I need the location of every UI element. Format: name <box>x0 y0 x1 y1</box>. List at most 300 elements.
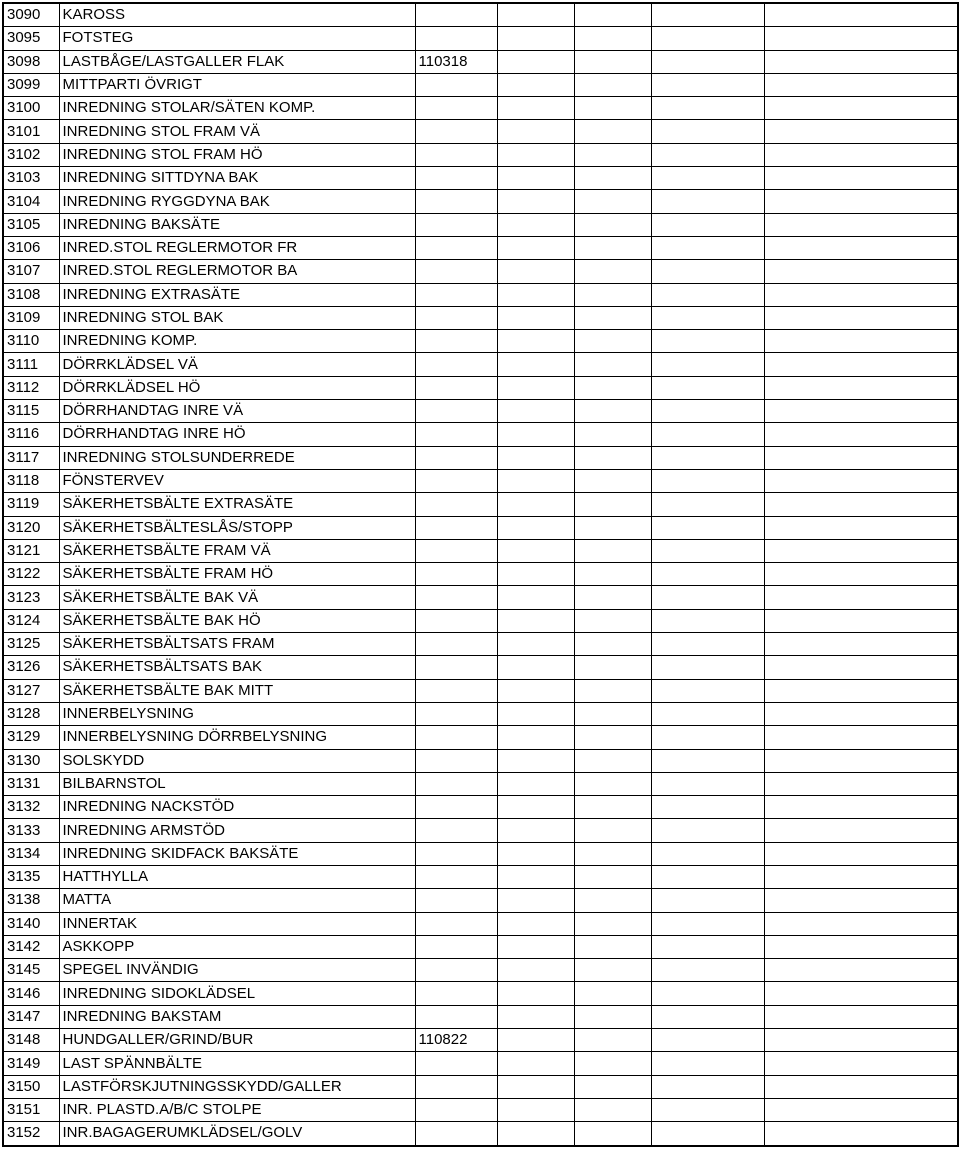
empty-cell <box>651 726 764 749</box>
empty-cell <box>497 702 574 725</box>
empty-cell <box>497 236 574 259</box>
part-name-cell: FÖNSTERVEV <box>59 469 415 492</box>
part-code-cell: 3126 <box>3 656 59 679</box>
empty-cell <box>574 1122 651 1146</box>
part-code-cell: 3107 <box>3 260 59 283</box>
part-ref-cell <box>415 865 497 888</box>
part-code-cell: 3109 <box>3 306 59 329</box>
empty-cell <box>574 702 651 725</box>
table-row <box>3 889 958 912</box>
part-name-cell: INREDNING SITTDYNA BAK <box>59 167 415 190</box>
table-row <box>3 586 958 609</box>
part-name-cell: INREDNING SKIDFACK BAKSÄTE <box>59 842 415 865</box>
empty-cell <box>651 469 764 492</box>
empty-cell <box>574 842 651 865</box>
empty-cell <box>497 1122 574 1146</box>
part-ref-cell <box>415 842 497 865</box>
empty-cell <box>497 516 574 539</box>
empty-cell <box>764 167 958 190</box>
empty-cell <box>651 423 764 446</box>
table-row <box>3 516 958 539</box>
part-code-cell: 3151 <box>3 1098 59 1121</box>
part-name-cell: INREDNING STOLSUNDERREDE <box>59 446 415 469</box>
empty-cell <box>764 260 958 283</box>
part-code-cell: 3149 <box>3 1052 59 1075</box>
empty-cell <box>764 423 958 446</box>
empty-cell <box>764 376 958 399</box>
part-code-cell: 3152 <box>3 1122 59 1146</box>
empty-cell <box>574 236 651 259</box>
part-code-cell: 3118 <box>3 469 59 492</box>
part-ref-cell <box>415 1005 497 1028</box>
empty-cell <box>574 1075 651 1098</box>
table-row <box>3 376 958 399</box>
empty-cell <box>574 1005 651 1028</box>
empty-cell <box>497 376 574 399</box>
part-code-cell: 3117 <box>3 446 59 469</box>
empty-cell <box>651 213 764 236</box>
empty-cell <box>574 330 651 353</box>
empty-cell <box>574 97 651 120</box>
empty-cell <box>651 935 764 958</box>
part-name-cell: SÄKERHETSBÄLTESLÅS/STOPP <box>59 516 415 539</box>
part-ref-cell <box>415 819 497 842</box>
table-row <box>3 469 958 492</box>
part-ref-cell <box>415 493 497 516</box>
empty-cell <box>574 260 651 283</box>
empty-cell <box>651 679 764 702</box>
part-name-cell: INR.BAGAGERUMKLÄDSEL/GOLV <box>59 1122 415 1146</box>
part-ref-cell <box>415 586 497 609</box>
part-code-cell: 3132 <box>3 796 59 819</box>
empty-cell <box>574 167 651 190</box>
empty-cell <box>764 586 958 609</box>
table-row <box>3 143 958 166</box>
empty-cell <box>764 982 958 1005</box>
table-row <box>3 400 958 423</box>
part-name-cell: INREDNING EXTRASÄTE <box>59 283 415 306</box>
empty-cell <box>651 1122 764 1146</box>
empty-cell <box>497 772 574 795</box>
empty-cell <box>574 749 651 772</box>
empty-cell <box>497 423 574 446</box>
part-code-cell: 3105 <box>3 213 59 236</box>
empty-cell <box>574 190 651 213</box>
empty-cell <box>497 493 574 516</box>
table-row <box>3 702 958 725</box>
part-ref-cell <box>415 97 497 120</box>
table-row <box>3 306 958 329</box>
empty-cell <box>651 563 764 586</box>
empty-cell <box>764 143 958 166</box>
empty-cell <box>764 796 958 819</box>
table-row <box>3 27 958 50</box>
empty-cell <box>497 982 574 1005</box>
part-code-cell: 3123 <box>3 586 59 609</box>
empty-cell <box>764 633 958 656</box>
empty-cell <box>651 330 764 353</box>
empty-cell <box>651 143 764 166</box>
empty-cell <box>497 260 574 283</box>
part-name-cell: INREDNING ARMSTÖD <box>59 819 415 842</box>
empty-cell <box>764 27 958 50</box>
empty-cell <box>651 1098 764 1121</box>
empty-cell <box>651 842 764 865</box>
empty-cell <box>497 912 574 935</box>
part-ref-cell: 110822 <box>415 1029 497 1052</box>
part-ref-cell <box>415 120 497 143</box>
table-row <box>3 819 958 842</box>
empty-cell <box>574 563 651 586</box>
empty-cell <box>651 97 764 120</box>
table-row <box>3 236 958 259</box>
table-row <box>3 1075 958 1098</box>
empty-cell <box>574 516 651 539</box>
empty-cell <box>574 726 651 749</box>
table-row <box>3 726 958 749</box>
empty-cell <box>651 865 764 888</box>
part-ref-cell <box>415 633 497 656</box>
part-name-cell: SÄKERHETSBÄLTSATS FRAM <box>59 633 415 656</box>
table-row <box>3 609 958 632</box>
empty-cell <box>497 679 574 702</box>
empty-cell <box>651 260 764 283</box>
part-name-cell: SPEGEL INVÄNDIG <box>59 959 415 982</box>
table-row <box>3 353 958 376</box>
empty-cell <box>574 865 651 888</box>
empty-cell <box>764 1075 958 1098</box>
part-name-cell: INREDNING RYGGDYNA BAK <box>59 190 415 213</box>
empty-cell <box>651 236 764 259</box>
table-row <box>3 97 958 120</box>
empty-cell <box>764 213 958 236</box>
empty-cell <box>764 190 958 213</box>
part-code-cell: 3148 <box>3 1029 59 1052</box>
empty-cell <box>764 446 958 469</box>
empty-cell <box>574 959 651 982</box>
empty-cell <box>651 353 764 376</box>
empty-cell <box>497 97 574 120</box>
part-code-cell: 3119 <box>3 493 59 516</box>
empty-cell <box>764 935 958 958</box>
empty-cell <box>574 469 651 492</box>
empty-cell <box>574 306 651 329</box>
part-ref-cell <box>415 400 497 423</box>
part-name-cell: INREDNING STOL FRAM HÖ <box>59 143 415 166</box>
part-code-cell: 3138 <box>3 889 59 912</box>
empty-cell <box>497 469 574 492</box>
empty-cell <box>764 959 958 982</box>
part-ref-cell <box>415 1098 497 1121</box>
empty-cell <box>764 656 958 679</box>
empty-cell <box>764 73 958 96</box>
empty-cell <box>651 27 764 50</box>
part-code-cell: 3116 <box>3 423 59 446</box>
part-ref-cell <box>415 935 497 958</box>
part-ref-cell <box>415 423 497 446</box>
part-name-cell: FOTSTEG <box>59 27 415 50</box>
empty-cell <box>497 563 574 586</box>
part-ref-cell <box>415 306 497 329</box>
part-code-cell: 3150 <box>3 1075 59 1098</box>
part-ref-cell <box>415 912 497 935</box>
part-code-cell: 3101 <box>3 120 59 143</box>
empty-cell <box>574 27 651 50</box>
part-code-cell: 3130 <box>3 749 59 772</box>
empty-cell <box>497 1075 574 1098</box>
part-name-cell: SOLSKYDD <box>59 749 415 772</box>
part-ref-cell <box>415 3 497 27</box>
table-row <box>3 1005 958 1028</box>
empty-cell <box>764 236 958 259</box>
empty-cell <box>497 1052 574 1075</box>
part-code-cell: 3099 <box>3 73 59 96</box>
empty-cell <box>651 516 764 539</box>
empty-cell <box>764 469 958 492</box>
part-name-cell: INRED.STOL REGLERMOTOR FR <box>59 236 415 259</box>
part-ref-cell <box>415 446 497 469</box>
empty-cell <box>651 120 764 143</box>
empty-cell <box>651 819 764 842</box>
table-row <box>3 982 958 1005</box>
table-row <box>3 1052 958 1075</box>
empty-cell <box>497 27 574 50</box>
table-row <box>3 50 958 73</box>
part-ref-cell <box>415 609 497 632</box>
empty-cell <box>764 516 958 539</box>
table-row <box>3 3 958 27</box>
empty-cell <box>764 1122 958 1146</box>
empty-cell <box>574 50 651 73</box>
part-code-cell: 3090 <box>3 3 59 27</box>
empty-cell <box>764 97 958 120</box>
part-name-cell: DÖRRKLÄDSEL VÄ <box>59 353 415 376</box>
part-name-cell: BILBARNSTOL <box>59 772 415 795</box>
empty-cell <box>497 539 574 562</box>
empty-cell <box>574 982 651 1005</box>
part-name-cell: INR. PLASTD.A/B/C STOLPE <box>59 1098 415 1121</box>
empty-cell <box>651 749 764 772</box>
part-ref-cell <box>415 702 497 725</box>
part-ref-cell <box>415 73 497 96</box>
part-name-cell: INREDNING STOLAR/SÄTEN KOMP. <box>59 97 415 120</box>
part-code-cell: 3128 <box>3 702 59 725</box>
part-name-cell: SÄKERHETSBÄLTE FRAM VÄ <box>59 539 415 562</box>
empty-cell <box>651 702 764 725</box>
empty-cell <box>764 3 958 27</box>
part-name-cell: SÄKERHETSBÄLTE BAK VÄ <box>59 586 415 609</box>
empty-cell <box>574 400 651 423</box>
part-name-cell: SÄKERHETSBÄLTSATS BAK <box>59 656 415 679</box>
empty-cell <box>497 865 574 888</box>
empty-cell <box>651 1075 764 1098</box>
empty-cell <box>497 73 574 96</box>
empty-cell <box>574 283 651 306</box>
table-row <box>3 120 958 143</box>
empty-cell <box>497 1005 574 1028</box>
part-name-cell: DÖRRHANDTAG INRE VÄ <box>59 400 415 423</box>
part-code-cell: 3127 <box>3 679 59 702</box>
table-row <box>3 167 958 190</box>
part-code-cell: 3106 <box>3 236 59 259</box>
empty-cell <box>574 586 651 609</box>
part-ref-cell <box>415 27 497 50</box>
empty-cell <box>764 1029 958 1052</box>
empty-cell <box>651 609 764 632</box>
empty-cell <box>497 1098 574 1121</box>
part-ref-cell: 110318 <box>415 50 497 73</box>
part-ref-cell <box>415 516 497 539</box>
part-name-cell: INREDNING KOMP. <box>59 330 415 353</box>
part-name-cell: INRED.STOL REGLERMOTOR BA <box>59 260 415 283</box>
empty-cell <box>574 423 651 446</box>
empty-cell <box>497 3 574 27</box>
part-code-cell: 3095 <box>3 27 59 50</box>
empty-cell <box>574 73 651 96</box>
part-name-cell: SÄKERHETSBÄLTE EXTRASÄTE <box>59 493 415 516</box>
part-ref-cell <box>415 1075 497 1098</box>
empty-cell <box>497 796 574 819</box>
empty-cell <box>764 772 958 795</box>
table-row <box>3 633 958 656</box>
table-row <box>3 796 958 819</box>
empty-cell <box>497 842 574 865</box>
empty-cell <box>574 376 651 399</box>
part-ref-cell <box>415 772 497 795</box>
empty-cell <box>497 283 574 306</box>
empty-cell <box>574 1052 651 1075</box>
empty-cell <box>764 306 958 329</box>
table-row <box>3 1122 958 1146</box>
part-ref-cell <box>415 726 497 749</box>
empty-cell <box>651 1005 764 1028</box>
part-ref-cell <box>415 376 497 399</box>
empty-cell <box>574 493 651 516</box>
table-row <box>3 563 958 586</box>
empty-cell <box>574 213 651 236</box>
empty-cell <box>651 73 764 96</box>
table-row <box>3 423 958 446</box>
empty-cell <box>574 819 651 842</box>
table-row <box>3 73 958 96</box>
part-code-cell: 3145 <box>3 959 59 982</box>
empty-cell <box>497 50 574 73</box>
table-row <box>3 959 958 982</box>
table-row <box>3 1098 958 1121</box>
part-name-cell: HATTHYLLA <box>59 865 415 888</box>
empty-cell <box>497 167 574 190</box>
empty-cell <box>764 1052 958 1075</box>
empty-cell <box>651 959 764 982</box>
part-ref-cell <box>415 236 497 259</box>
part-name-cell: HUNDGALLER/GRIND/BUR <box>59 1029 415 1052</box>
empty-cell <box>497 190 574 213</box>
empty-cell <box>764 865 958 888</box>
empty-cell <box>574 633 651 656</box>
part-ref-cell <box>415 213 497 236</box>
parts-table <box>2 2 959 1147</box>
part-name-cell: LASTFÖRSKJUTNINGSSKYDD/GALLER <box>59 1075 415 1098</box>
part-code-cell: 3124 <box>3 609 59 632</box>
empty-cell <box>764 889 958 912</box>
part-name-cell: SÄKERHETSBÄLTE BAK MITT <box>59 679 415 702</box>
empty-cell <box>651 586 764 609</box>
empty-cell <box>497 633 574 656</box>
empty-cell <box>764 819 958 842</box>
empty-cell <box>651 539 764 562</box>
empty-cell <box>497 446 574 469</box>
part-name-cell: SÄKERHETSBÄLTE BAK HÖ <box>59 609 415 632</box>
empty-cell <box>497 213 574 236</box>
part-code-cell: 3112 <box>3 376 59 399</box>
empty-cell <box>651 3 764 27</box>
part-code-cell: 3134 <box>3 842 59 865</box>
table-row <box>3 213 958 236</box>
part-code-cell: 3110 <box>3 330 59 353</box>
empty-cell <box>651 167 764 190</box>
part-ref-cell <box>415 796 497 819</box>
part-name-cell: INREDNING STOL FRAM VÄ <box>59 120 415 143</box>
table-row <box>3 749 958 772</box>
empty-cell <box>497 1029 574 1052</box>
part-ref-cell <box>415 283 497 306</box>
parts-table-body <box>3 3 958 1146</box>
part-name-cell: LAST SPÄNNBÄLTE <box>59 1052 415 1075</box>
part-code-cell: 3098 <box>3 50 59 73</box>
part-code-cell: 3103 <box>3 167 59 190</box>
table-row <box>3 842 958 865</box>
empty-cell <box>651 376 764 399</box>
part-code-cell: 3120 <box>3 516 59 539</box>
part-code-cell: 3140 <box>3 912 59 935</box>
empty-cell <box>764 749 958 772</box>
part-code-cell: 3125 <box>3 633 59 656</box>
empty-cell <box>574 1029 651 1052</box>
table-row <box>3 912 958 935</box>
empty-cell <box>764 330 958 353</box>
part-code-cell: 3115 <box>3 400 59 423</box>
part-code-cell: 3111 <box>3 353 59 376</box>
empty-cell <box>497 749 574 772</box>
empty-cell <box>764 726 958 749</box>
part-name-cell: INREDNING BAKSÄTE <box>59 213 415 236</box>
part-name-cell: INREDNING SIDOKLÄDSEL <box>59 982 415 1005</box>
part-ref-cell <box>415 167 497 190</box>
part-name-cell: MITTPARTI ÖVRIGT <box>59 73 415 96</box>
empty-cell <box>497 353 574 376</box>
empty-cell <box>497 726 574 749</box>
part-ref-cell <box>415 260 497 283</box>
empty-cell <box>497 935 574 958</box>
part-name-cell: KAROSS <box>59 3 415 27</box>
part-ref-cell <box>415 330 497 353</box>
part-code-cell: 3146 <box>3 982 59 1005</box>
table-row <box>3 330 958 353</box>
empty-cell <box>651 912 764 935</box>
part-name-cell: INNERBELYSNING <box>59 702 415 725</box>
table-row <box>3 1029 958 1052</box>
empty-cell <box>574 3 651 27</box>
part-name-cell: INREDNING BAKSTAM <box>59 1005 415 1028</box>
empty-cell <box>497 819 574 842</box>
empty-cell <box>764 353 958 376</box>
empty-cell <box>574 935 651 958</box>
empty-cell <box>574 796 651 819</box>
part-name-cell: LASTBÅGE/LASTGALLER FLAK <box>59 50 415 73</box>
empty-cell <box>574 609 651 632</box>
part-ref-cell <box>415 143 497 166</box>
part-code-cell: 3147 <box>3 1005 59 1028</box>
